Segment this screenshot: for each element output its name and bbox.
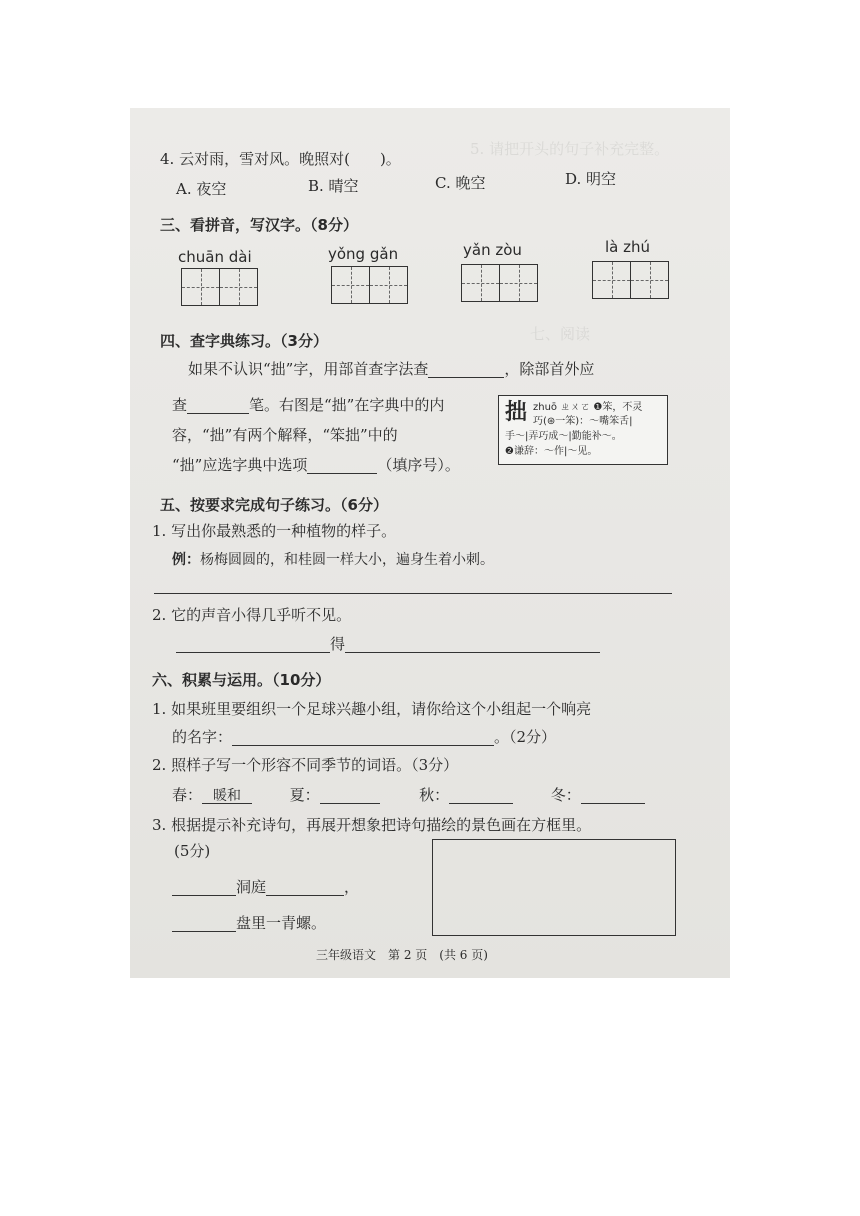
section4-line4 <box>172 456 460 474</box>
section4-line2 <box>172 396 444 414</box>
poem-line1-text: 洞庭 <box>236 878 267 896</box>
example-label: 例： <box>172 552 200 568</box>
radical-blank[interactable] <box>428 361 504 378</box>
section3-title: 三、看拼音，写汉字。（8分） <box>160 216 358 234</box>
section4-line1b: ，除部首外应 <box>504 360 595 378</box>
drawing-box[interactable] <box>432 839 676 936</box>
q1-name-prompt: 的名字： <box>172 728 233 746</box>
section5-q1: 1. 写出你最熟悉的一种植物的样子。 <box>152 522 397 540</box>
section6-q1a: 1. 如果班里要组织一个足球兴趣小组，请你给这个小组起一个响亮 <box>152 700 592 718</box>
char-grid-4[interactable] <box>592 261 669 299</box>
q1-score: 。（2分） <box>494 728 557 746</box>
section4-line1 <box>188 360 594 378</box>
section4-line2a: 查 <box>172 396 188 414</box>
q4-option-d[interactable]: D. 明空 <box>565 170 617 188</box>
page-footer: 三年级语文 第 2 页 (共 6 页) <box>316 948 488 962</box>
section6-q2: 2. 照样子写一个形容不同季节的词语。（3分） <box>152 756 459 774</box>
q2-answer-blank-1[interactable] <box>176 636 330 653</box>
section4-line4a: “拙”应选字典中选项 <box>172 456 308 474</box>
char-grid-1[interactable] <box>181 268 258 306</box>
summer-blank[interactable] <box>320 787 380 804</box>
spring-label: 春： <box>172 786 203 804</box>
poem-line1-end: ， <box>344 878 360 896</box>
poem-blank-2[interactable] <box>266 879 344 896</box>
section4-line3: 容，“拙”有两个解释，“笨拙”中的 <box>172 426 398 444</box>
poem-blank-3[interactable] <box>172 915 236 932</box>
pinyin-1: chuān dài <box>178 248 252 266</box>
section4-line4b: （填序号）。 <box>377 456 460 474</box>
poem-blank-1[interactable] <box>172 879 236 896</box>
stroke-count-blank[interactable] <box>187 397 249 414</box>
section6-q3-score: (5分) <box>174 842 211 860</box>
team-name-blank[interactable] <box>232 729 494 746</box>
option-number-blank[interactable] <box>307 457 377 474</box>
pinyin-2: yǒng gǎn <box>328 245 399 263</box>
q1-answer-line[interactable] <box>154 593 672 594</box>
section4-title: 四、查字典练习。（3分） <box>160 332 328 350</box>
autumn-blank[interactable] <box>449 787 513 804</box>
bleed-through-text: 七、阅读 <box>530 325 591 343</box>
section5-title: 五、按要求完成句子练习。（6分） <box>160 496 388 514</box>
q2-answer-blank-2[interactable] <box>345 636 600 653</box>
q4-option-a[interactable]: A. 夜空 <box>176 180 227 198</box>
q4-stem <box>160 150 401 168</box>
q4-stem-text: 4. 云对雨，雪对风。晚照对( <box>160 150 350 168</box>
section5-example <box>172 551 494 569</box>
section6-title: 六、积累与运用。（10分） <box>152 671 331 689</box>
section6-q1b <box>172 728 556 746</box>
section5-q2: 2. 它的声音小得几乎听不见。 <box>152 606 352 624</box>
dict-headword: 拙 <box>505 399 528 425</box>
section4-line2b: 笔。右图是“拙”在字典中的内 <box>249 396 445 414</box>
pinyin-4: là zhú <box>605 238 651 256</box>
winter-label: 冬： <box>550 786 581 804</box>
autumn-label: 秋： <box>419 786 450 804</box>
section6-q3: 3. 根据提示补充诗句，再展开想象把诗句描绘的景色画在方框里。 <box>152 816 592 834</box>
q4-stem-end: )。 <box>379 150 401 168</box>
q2-de: 得 <box>330 635 346 653</box>
poem-line-2 <box>172 914 326 932</box>
section5-q2-answer <box>176 635 600 653</box>
pinyin-3: yǎn zòu <box>463 241 522 259</box>
dict-line-2: 巧(⊛一笨)：～嘴笨舌| <box>533 416 633 427</box>
dictionary-entry-box <box>498 395 668 465</box>
spring-answer: 暖和 <box>202 787 252 804</box>
bleed-through-text: 5. 请把开头的句子补充完整。 <box>470 140 670 158</box>
poem-line2-text: 盘里一青螺。 <box>236 914 327 932</box>
dict-line-1: zhuō ㄓㄨㄛ ❶笨，不灵 <box>533 402 643 413</box>
char-grid-3[interactable] <box>461 264 538 302</box>
summer-label: 夏： <box>289 786 320 804</box>
exam-page <box>130 108 730 978</box>
winter-blank[interactable] <box>581 787 645 804</box>
example-text: 杨梅圆圆的，和桂圆一样大小，遍身生着小刺。 <box>200 552 494 568</box>
section4-line1a: 如果不认识“拙”字，用部首查字法查 <box>188 360 429 378</box>
dict-line-3: 手～|弄巧成～|勤能补～。 <box>505 431 622 442</box>
poem-line-1 <box>172 878 359 896</box>
q4-option-c[interactable]: C. 晚空 <box>435 174 486 192</box>
char-grid-2[interactable] <box>331 266 408 304</box>
dict-line-4: ❷谦辞：～作|～见。 <box>505 446 598 457</box>
q4-option-b[interactable]: B. 晴空 <box>308 177 359 195</box>
season-words-row <box>172 786 645 804</box>
